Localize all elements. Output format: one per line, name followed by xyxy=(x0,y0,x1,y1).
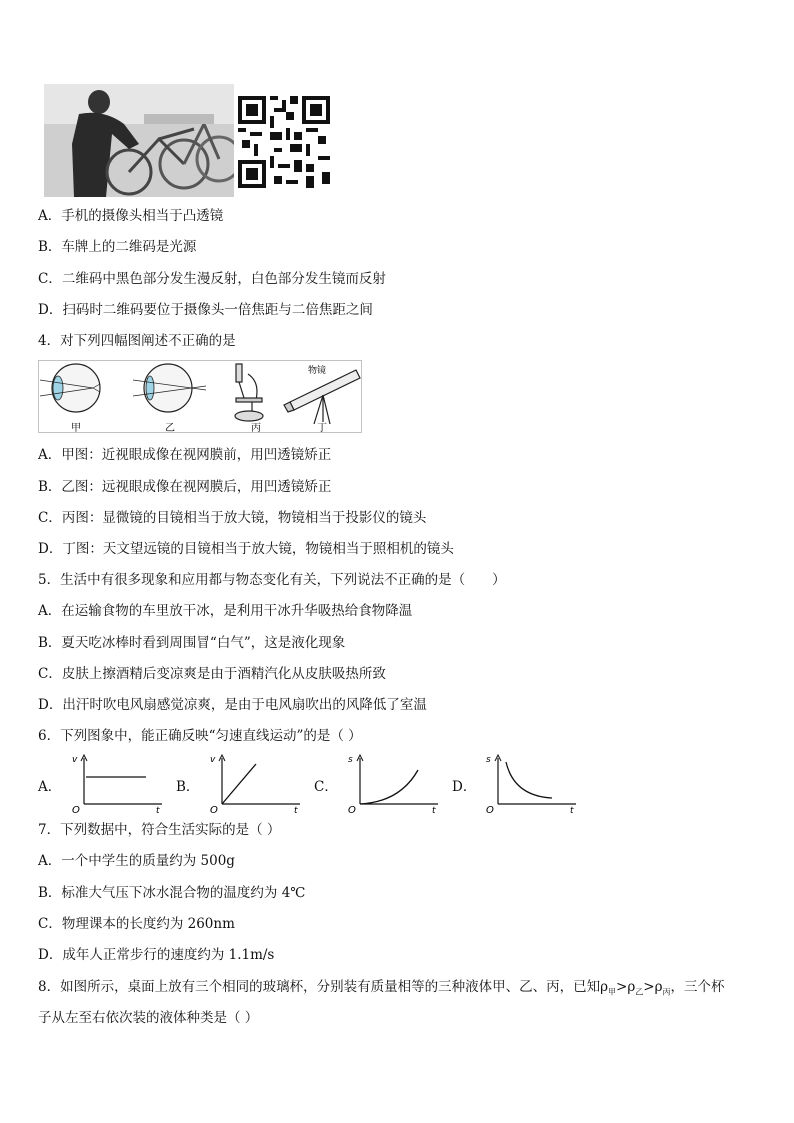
q6-stem: 6．下列图象中，能正确反映“匀速直线运动”的是（ ） xyxy=(38,728,362,744)
q5-stem: 5．生活中有很多现象和应用都与物态变化有关，下列说法不正确的是（ ） xyxy=(38,572,506,588)
q3-option-b: B．车牌上的二维码是光源 xyxy=(38,239,197,255)
q8-stem-line2: 子从左至右依次装的液体种类是（ ） xyxy=(38,1010,259,1026)
q7-stem: 7．下列数据中，符合生活实际的是（ ） xyxy=(38,822,281,838)
q6-option-d-label: D． xyxy=(452,779,477,795)
q7-option-c: C．物理课本的长度约为 260nm xyxy=(38,916,235,932)
q6-graph-c xyxy=(342,752,442,814)
q5-option-c: C．皮肤上擦酒精后变凉爽是由于酒精汽化从皮肤吸热所致 xyxy=(38,666,386,682)
q4-option-c: C．丙图：显微镜的目镜相当于放大镜，物镜相当于投影仪的镜头 xyxy=(38,510,427,526)
q6-c-y-label: s xyxy=(348,755,353,765)
q6-b-x-label: t xyxy=(294,806,298,814)
q6-a-y-label: v xyxy=(72,755,78,765)
q7-option-a: A．一个中学生的质量约为 500g xyxy=(38,853,235,869)
q6-b-y-label: v xyxy=(210,755,216,765)
q4-figure xyxy=(38,360,362,438)
q4-option-b: B．乙图：远视眼成像在视网膜后，用凹透镜矫正 xyxy=(38,479,332,495)
telescope-objective-label: 物镜 xyxy=(308,366,327,376)
q6-c-origin: O xyxy=(348,805,356,814)
rho-jia: $\rho_甲$ xyxy=(600,979,617,997)
q6-graph-a xyxy=(66,752,166,814)
q6-option-c-label: C． xyxy=(314,779,338,795)
q4-option-a: A．甲图：近视眼成像在视网膜前，用凹透镜矫正 xyxy=(38,447,332,463)
rho-bing: $\rho_丙$ xyxy=(654,979,671,997)
q8-stem-part1: 8．如图所示，桌面上放有三个相同的玻璃杯，分别装有质量相等的三种液体甲、乙、丙，已知 xyxy=(38,979,601,995)
q8-stem-line1: 8．如图所示，桌面上放有三个相同的玻璃杯，分别装有质量相等的三种液体甲、乙、丙，已知$\rho_甲>\rho_乙>\rho_丙$，三个杯 xyxy=(38,979,725,997)
q6-graph-d xyxy=(480,752,580,814)
fig-label-bing: 丙 xyxy=(251,423,261,434)
q3-option-a: A．手机的摄像头相当于凸透镜 xyxy=(38,208,224,224)
q6-b-origin: O xyxy=(210,805,218,814)
fig-label-yi: 乙 xyxy=(165,423,175,434)
q6-d-y-label: s xyxy=(486,755,491,765)
q5-option-b: B．夏天吃冰棒时看到周围冒“白气”，这是液化现象 xyxy=(38,635,346,651)
q3-option-d: D．扫码时二维码要位于摄像头一倍焦距与二倍焦距之间 xyxy=(38,302,373,318)
q6-option-b-label: B． xyxy=(176,779,200,795)
qr-code xyxy=(238,96,330,188)
q4-option-d: D．丁图：天文望远镜的目镜相当于放大镜，物镜相当于照相机的镜头 xyxy=(38,541,454,557)
rho-yi: $\rho_乙$ xyxy=(627,979,644,997)
q3-option-c: C．二维码中黑色部分发生漫反射，白色部分发生镜而反射 xyxy=(38,271,386,287)
fig-label-jia: 甲 xyxy=(71,423,81,434)
q6-a-origin: O xyxy=(72,805,80,814)
q7-option-d: D．成年人正常步行的速度约为 1.1m/s xyxy=(38,947,275,963)
q6-a-x-label: t xyxy=(156,806,160,814)
q8-stem-part2: ，三个杯 xyxy=(670,979,725,995)
fig-label-ding: 丁 xyxy=(317,423,327,434)
q5-option-a: A．在运输食物的车里放干冰，是利用干冰升华吸热给食物降温 xyxy=(38,603,413,619)
q6-option-a-label: A． xyxy=(38,779,62,795)
q5-option-d: D．出汗时吹电风扇感觉凉爽，是由于电风扇吹出的风降低了室温 xyxy=(38,697,427,713)
q4-stem: 4．对下列四幅图阐述不正确的是 xyxy=(38,333,236,349)
q6-d-x-label: t xyxy=(570,806,574,814)
q6-d-origin: O xyxy=(486,805,494,814)
q6-c-x-label: t xyxy=(432,806,436,814)
q7-option-b: B．标准大气压下冰水混合物的温度约为 4℃ xyxy=(38,885,306,901)
q3-photo xyxy=(44,84,234,197)
q6-graph-b xyxy=(204,752,304,814)
